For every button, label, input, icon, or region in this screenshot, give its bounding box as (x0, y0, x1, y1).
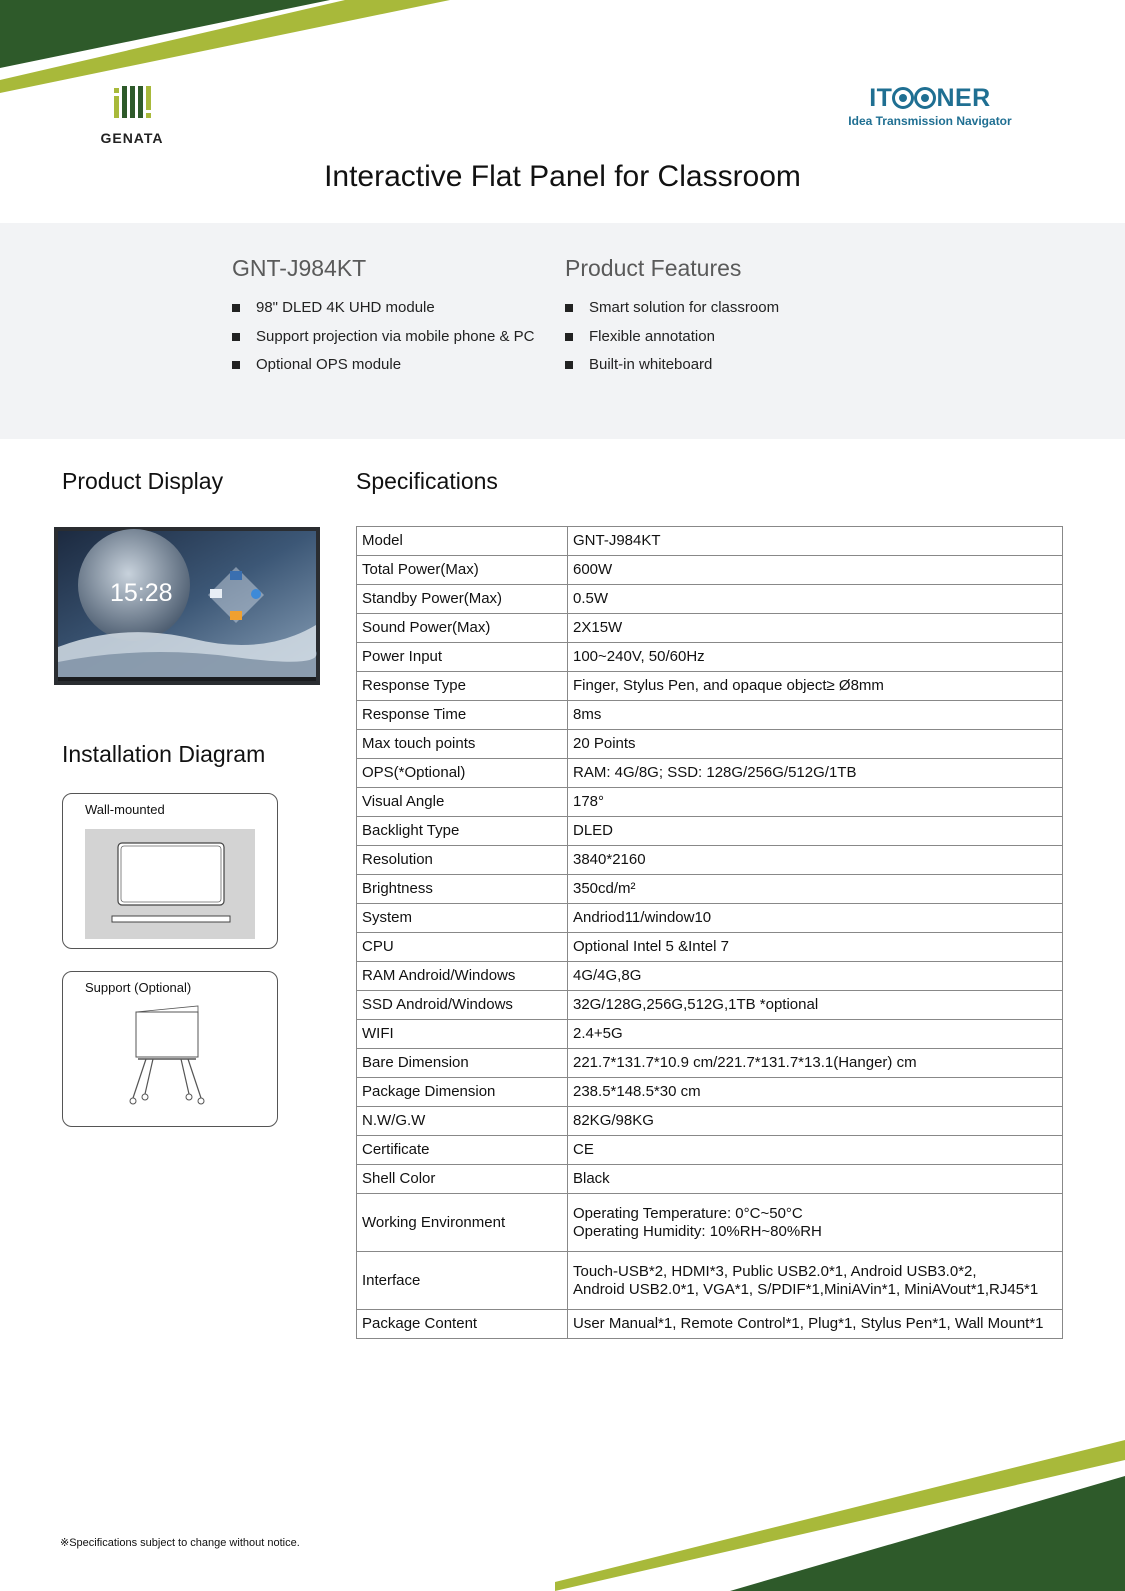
wall-mount-illustration (85, 829, 255, 939)
spec-key: Visual Angle (357, 788, 568, 817)
list-item: Built-in whiteboard (565, 351, 779, 380)
table-row (357, 846, 1063, 875)
table-row (357, 875, 1063, 904)
spec-value-line: RAM: 4G/8G; SSD: 128G/256G/512G/1TB (573, 764, 857, 781)
stand-illustration (123, 1002, 213, 1120)
spec-value-line: 4G/4G,8G (573, 967, 642, 984)
spec-key: Package Content (357, 1310, 568, 1339)
table-row (357, 904, 1063, 933)
spec-key: Total Power(Max) (357, 556, 568, 585)
spec-value-line: 350cd/m² (573, 880, 636, 897)
model-bullet-list (232, 294, 535, 380)
table-row (357, 701, 1063, 730)
spec-value (568, 846, 1063, 875)
spec-key: Working Environment (357, 1194, 568, 1252)
itooner-logo (830, 84, 1030, 128)
spec-key: Response Time (357, 701, 568, 730)
spec-value (568, 904, 1063, 933)
spec-value (568, 672, 1063, 701)
table-row (357, 1049, 1063, 1078)
page-title: Interactive Flat Panel for Classroom (324, 160, 801, 193)
spec-value-line: 20 Points (573, 735, 636, 752)
spec-key: SSD Android/Windows (357, 991, 568, 1020)
bullet-square-icon (565, 361, 573, 369)
bullet-square-icon (232, 361, 240, 369)
wall-mounted-card (62, 793, 278, 949)
spec-value (568, 585, 1063, 614)
spec-value-line: Operating Temperature: 0°C~50°C (573, 1204, 803, 1222)
spec-key: Shell Color (357, 1165, 568, 1194)
spec-value-line: User Manual*1, Remote Control*1, Plug*1, Stylus Pen*1, Wall Mount*1 (573, 1315, 1044, 1332)
spec-key: Sound Power(Max) (357, 614, 568, 643)
list-item: Smart solution for classroom (565, 294, 779, 323)
spec-value-line: 32G/128G,256G,512G,1TB *optional (573, 996, 819, 1013)
bullet-square-icon (232, 304, 240, 312)
spec-value-line: Operating Humidity: 10%RH~80%RH (573, 1222, 822, 1240)
table-row (357, 1107, 1063, 1136)
spec-key: RAM Android/Windows (357, 962, 568, 991)
specifications-heading: Specifications (356, 468, 498, 494)
spec-key: Power Input (357, 643, 568, 672)
table-row (357, 730, 1063, 759)
spec-value (568, 875, 1063, 904)
screen-clock: 15:28 (110, 579, 173, 607)
spec-value-line: CE (573, 1141, 594, 1158)
spec-key: Package Dimension (357, 1078, 568, 1107)
spec-value-line: 8ms (573, 706, 602, 723)
spec-value-line: 2.4+5G (573, 1025, 623, 1042)
support-stand-card (62, 971, 278, 1127)
spec-key: Max touch points (357, 730, 568, 759)
table-row (357, 1194, 1063, 1252)
table-row (357, 1078, 1063, 1107)
model-column (232, 255, 535, 380)
spec-key: Backlight Type (357, 817, 568, 846)
spec-key: Interface (357, 1252, 568, 1310)
table-row (357, 1310, 1063, 1339)
table-row (357, 585, 1063, 614)
spec-value (568, 1020, 1063, 1049)
table-row (357, 962, 1063, 991)
table-row (357, 933, 1063, 962)
table-row (357, 759, 1063, 788)
spec-value (568, 1252, 1063, 1310)
spec-value (568, 1310, 1063, 1339)
spec-key: Standby Power(Max) (357, 585, 568, 614)
spec-value (568, 730, 1063, 759)
spec-key: Bare Dimension (357, 1049, 568, 1078)
spec-key: N.W/G.W (357, 1107, 568, 1136)
spec-value-line: 0.5W (573, 590, 609, 607)
spec-key: WIFI (357, 1020, 568, 1049)
wall-mounted-label: Wall-mounted (85, 802, 165, 817)
spec-value (568, 759, 1063, 788)
spec-key: System (357, 904, 568, 933)
genata-logo (98, 82, 166, 146)
spec-value (568, 1194, 1063, 1252)
table-row (357, 672, 1063, 701)
footer-note: ※Specifications subject to change without notice. (60, 1537, 300, 1549)
table-row (357, 817, 1063, 846)
table-row (357, 1020, 1063, 1049)
table-row (357, 1252, 1063, 1310)
spec-value (568, 1165, 1063, 1194)
spec-value (568, 1049, 1063, 1078)
spec-value-line: 221.7*131.7*10.9 cm/221.7*131.7*13.1(Hanger) cm (573, 1054, 917, 1071)
support-label: Support (Optional) (85, 980, 192, 995)
spec-value-line: GNT-J984KT (573, 532, 661, 549)
table-row (357, 991, 1063, 1020)
spec-value-line: Touch-USB*2, HDMI*3, Public USB2.0*1, Android USB3.0*2, (573, 1262, 977, 1280)
genata-logo-text: GENATA (100, 130, 164, 146)
spec-key: Certificate (357, 1136, 568, 1165)
spec-value (568, 643, 1063, 672)
spec-value-line: 2X15W (573, 619, 623, 636)
product-display-heading: Product Display (62, 468, 224, 494)
table-row (357, 788, 1063, 817)
top-corner-decoration (0, 0, 460, 100)
spec-value-line: Optional Intel 5 &Intel 7 (573, 938, 729, 955)
summary-band (0, 223, 1125, 439)
itooner-logo-text: IT NER (869, 84, 991, 112)
list-item: Support projection via mobile phone & PC (232, 323, 535, 352)
spec-value-line: Black (573, 1170, 610, 1187)
spec-key: Resolution (357, 846, 568, 875)
spec-key: OPS(*Optional) (357, 759, 568, 788)
spec-key: Model (357, 527, 568, 556)
installation-heading: Installation Diagram (62, 741, 266, 767)
bullet-square-icon (232, 333, 240, 341)
spec-value-line: Andriod11/window10 (573, 909, 712, 926)
spec-value (568, 933, 1063, 962)
spec-value-line: 600W (573, 561, 613, 578)
list-item: Optional OPS module (232, 351, 535, 380)
table-row (357, 1165, 1063, 1194)
spec-value-line: 178° (573, 793, 605, 810)
features-column (565, 255, 779, 380)
spec-value (568, 1136, 1063, 1165)
spec-value-line: 100~240V, 50/60Hz (573, 648, 705, 665)
table-row (357, 527, 1063, 556)
features-heading: Product Features (565, 255, 742, 281)
list-item: Flexible annotation (565, 323, 779, 352)
spec-value (568, 527, 1063, 556)
spec-value-line: Finger, Stylus Pen, and opaque object≥ Ø8mm (573, 677, 884, 694)
spec-value-line: DLED (573, 822, 614, 839)
spec-value-line: 82KG/98KG (573, 1112, 654, 1129)
list-item: 98" DLED 4K UHD module (232, 294, 535, 323)
spec-value (568, 1107, 1063, 1136)
genata-logo-mark (98, 82, 166, 122)
spec-value (568, 991, 1063, 1020)
spec-value-line: 238.5*148.5*30 cm (573, 1083, 701, 1100)
spec-value (568, 556, 1063, 585)
itooner-tagline: Idea Transmission Navigator (848, 114, 1012, 128)
spec-key: CPU (357, 933, 568, 962)
product-photo (54, 527, 320, 685)
bullet-square-icon (565, 304, 573, 312)
spec-value-line: Android USB2.0*1, VGA*1, S/PDIF*1,MiniAVin*1, MiniAVout*1,RJ45*1 (573, 1280, 1039, 1298)
spec-value-line: 3840*2160 (573, 851, 646, 868)
features-bullet-list (565, 294, 779, 380)
spec-value (568, 614, 1063, 643)
spec-value (568, 788, 1063, 817)
spec-value (568, 817, 1063, 846)
spec-table (356, 526, 1063, 1339)
spec-value (568, 701, 1063, 730)
double-eye-icon (892, 87, 936, 109)
table-row (357, 643, 1063, 672)
table-row (357, 556, 1063, 585)
table-row (357, 614, 1063, 643)
bullet-square-icon (565, 333, 573, 341)
bottom-corner-decoration (555, 1440, 1125, 1591)
table-row (357, 1136, 1063, 1165)
spec-key: Brightness (357, 875, 568, 904)
spec-value (568, 962, 1063, 991)
spec-key: Response Type (357, 672, 568, 701)
spec-value (568, 1078, 1063, 1107)
model-heading: GNT-J984KT (232, 255, 367, 281)
